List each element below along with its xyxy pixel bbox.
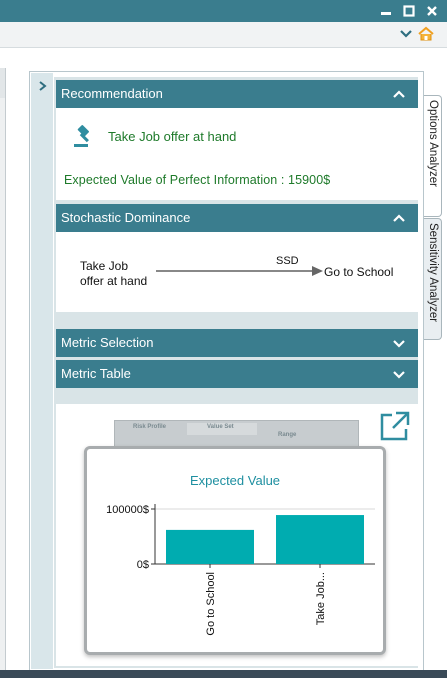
chevron-up-icon	[392, 80, 406, 108]
title-bar	[0, 0, 447, 22]
tab-sensitivity-analyzer[interactable]	[424, 218, 442, 340]
panel-collapse-strip[interactable]	[31, 73, 53, 669]
recommendation-header[interactable]	[56, 80, 418, 108]
metric-selection-header[interactable]	[56, 329, 418, 357]
chevron-down-icon	[392, 329, 406, 357]
dominance-type: SSD	[276, 255, 299, 267]
dominant-option-line2: offer at hand	[80, 274, 148, 288]
close-button[interactable]	[424, 3, 440, 19]
chart-title: Expected Value	[189, 473, 281, 488]
home-button[interactable]	[417, 26, 435, 42]
tab-options-analyzer-label: Options Analyzer	[427, 100, 439, 187]
expected-value-chart	[87, 449, 383, 652]
evpi-text: Expected Value of Perfect Information : 15900$	[64, 173, 331, 187]
minimize-button[interactable]	[378, 3, 394, 19]
stochastic-dominance-title: Stochastic Dominance	[61, 210, 191, 225]
toolbar	[0, 22, 447, 48]
home-icon	[417, 26, 435, 42]
dominant-option	[80, 259, 147, 289]
chevron-right-icon	[37, 80, 49, 92]
maximize-button[interactable]	[401, 3, 417, 19]
metric-table-title: Metric Table	[61, 366, 131, 381]
chevron-down-icon	[398, 26, 414, 42]
x-tick-label: Go to School	[205, 572, 217, 636]
dominance-arrow-icon	[156, 265, 326, 277]
expected-value-chart-card	[84, 446, 386, 655]
tab-value-set[interactable]: Value Set	[207, 424, 234, 430]
status-bar	[0, 670, 447, 678]
chevron-up-icon	[392, 204, 406, 232]
y-tick-label: 100000$	[106, 504, 149, 516]
expand-panel-button[interactable]	[37, 80, 49, 92]
dominant-option-line1: Take Job	[80, 259, 129, 273]
tab-sensitivity-analyzer-label: Sensitivity Analyzer	[427, 223, 439, 323]
dominated-option: Go to School	[324, 265, 394, 279]
y-tick-label: 0$	[136, 559, 149, 571]
recommendation-title: Recommendation	[61, 86, 163, 101]
collapse-ribbon-button[interactable]	[398, 26, 414, 42]
tab-range[interactable]: Range	[278, 432, 297, 438]
minimize-icon	[378, 3, 394, 19]
left-panel-header-edge	[0, 68, 6, 98]
chart-bars	[166, 515, 364, 564]
close-icon	[424, 3, 440, 19]
tab-options-analyzer[interactable]	[424, 95, 442, 217]
bar[interactable]	[276, 515, 364, 564]
bar[interactable]	[166, 530, 254, 564]
metric-table-header[interactable]	[56, 360, 418, 388]
maximize-icon	[401, 3, 417, 19]
popout-icon[interactable]	[378, 409, 412, 443]
tab-risk-profile[interactable]: Risk Profile	[133, 424, 167, 430]
metric-selection-title: Metric Selection	[61, 335, 154, 350]
x-tick-label: Take Job...	[315, 572, 327, 626]
chevron-down-icon	[392, 360, 406, 388]
stochastic-dominance-header[interactable]	[56, 204, 418, 232]
gavel-icon	[73, 124, 95, 148]
left-panel-edge	[0, 68, 6, 670]
recommended-option: Take Job offer at hand	[108, 129, 237, 144]
